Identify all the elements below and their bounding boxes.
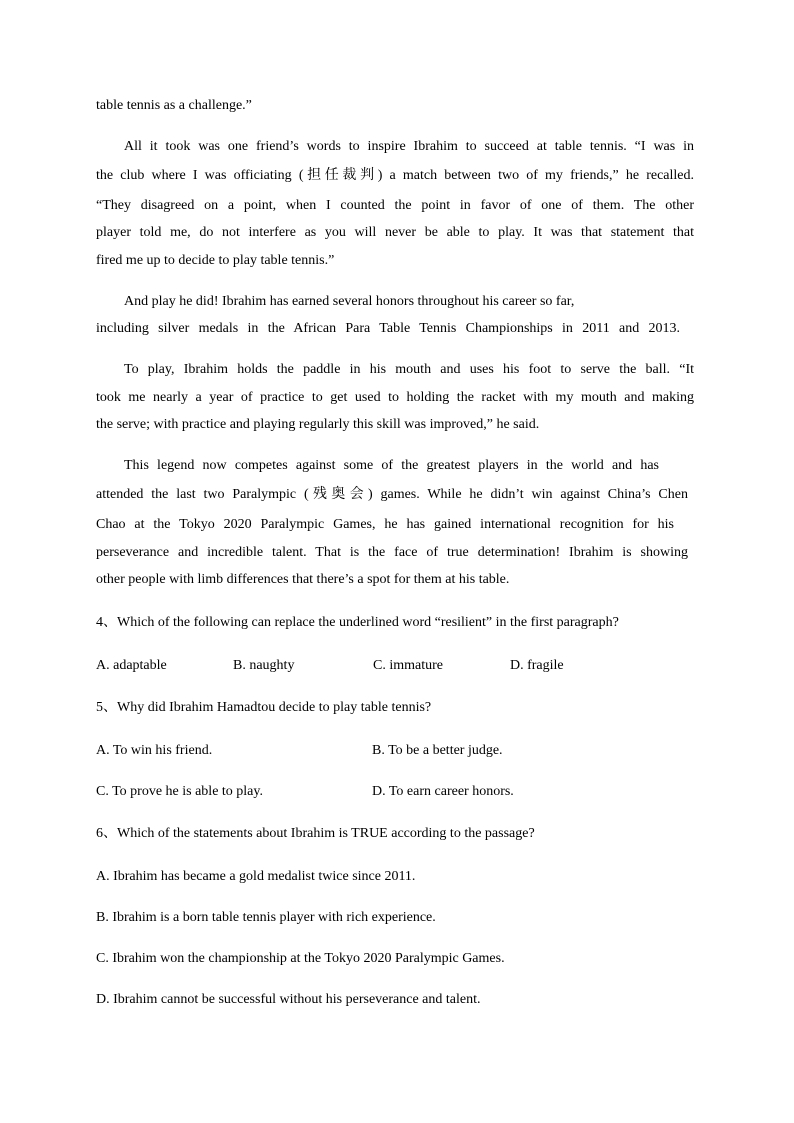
answer-option: D. fragile: [510, 658, 564, 673]
answer-option: C. Ibrahim won the championship at the Tokyo 2020 Paralympic Games.: [96, 951, 505, 966]
answer-option: D. To earn career honors.: [372, 784, 514, 799]
passage-line: This legend now competes against some of the greatest players in the world and has: [124, 458, 659, 473]
passage-line: attended the last two Paralympic (残奥会) games. While he didn’t win against China’s Chen: [96, 487, 688, 502]
passage-line: All it took was one friend’s words to inspire Ibrahim to succeed at table tennis. “I was in: [124, 139, 694, 154]
passage-line: “They disagreed on a point, when I counted the point in favor of one of them. The other: [96, 198, 694, 213]
passage-line: including silver medals in the African Para Table Tennis Championships in 2011 and 2013.: [96, 321, 680, 336]
answer-option: B. To be a better judge.: [372, 743, 503, 758]
answer-option: C. To prove he is able to play.: [96, 784, 263, 799]
passage-line: player told me, do not interfere as you will never be able to play. It was that statement that: [96, 225, 694, 240]
answer-option: B. Ibrahim is a born table tennis player with rich experience.: [96, 910, 436, 925]
answer-option: A. To win his friend.: [96, 743, 213, 758]
answer-option: D. Ibrahim cannot be successful without his perseverance and talent.: [96, 992, 481, 1007]
question-stem: 6、Which of the statements about Ibrahim is TRUE according to the passage?: [96, 826, 535, 841]
passage-line: other people with limb differences that there’s a spot for them at his table.: [96, 572, 510, 587]
answer-option: C. immature: [373, 658, 443, 673]
passage-line: Chao at the Tokyo 2020 Paralympic Games, he has gained international recognition for his: [96, 517, 674, 532]
passage-line: the club where I was officiating (担任裁判) a match between two of my friends,” he recalled.: [96, 168, 694, 183]
passage-line: fired me up to decide to play table tennis.”: [96, 253, 335, 268]
answer-option: A. Ibrahim has became a gold medalist twice since 2011.: [96, 869, 416, 884]
passage-line: took me nearly a year of practice to get used to holding the racket with my mouth and making: [96, 390, 694, 405]
passage-line: the serve; with practice and playing regularly this skill was improved,” he said.: [96, 417, 540, 432]
answer-option: A. adaptable: [96, 658, 167, 673]
question-stem: 5、Why did Ibrahim Hamadtou decide to play table tennis?: [96, 700, 432, 715]
passage-line: To play, Ibrahim holds the paddle in his mouth and uses his foot to serve the ball. “It: [124, 362, 694, 377]
passage-line: perseverance and incredible talent. That is the face of true determination! Ibrahim is showing: [96, 545, 688, 560]
question-stem: 4、Which of the following can replace the underlined word “resilient” in the first paragraph?: [96, 615, 619, 630]
passage-line: And play he did! Ibrahim has earned several honors throughout his career so far,: [124, 294, 575, 309]
answer-option: B. naughty: [233, 658, 295, 673]
passage-line: table tennis as a challenge.”: [96, 98, 252, 113]
